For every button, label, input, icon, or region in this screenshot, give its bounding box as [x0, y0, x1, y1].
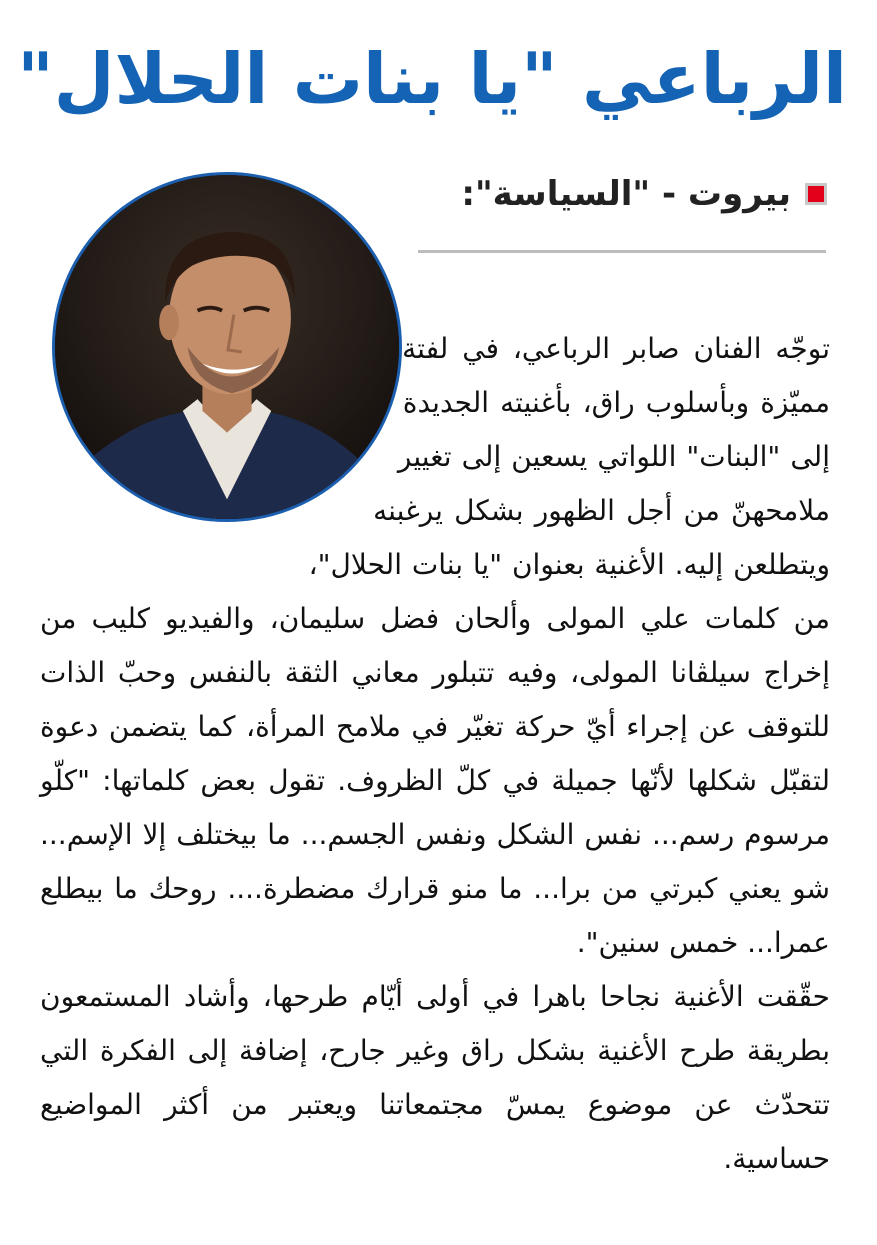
article-body: [40, 322, 830, 1186]
paragraph-1: توجّه الفنان صابر الرباعي، في لفتة مميّزة وبأسلوب راق، بأغنيته الجديدة إلى "البنات" اللواتي يسعين إلى تغيير ملامحهنّ من أجل الظهور بشكل يرغبنه ويتطلعن إليه. الأغنية بعنوان "يا بنات الحلال"، من كلمات علي المولى وألحان فضل سليمان، والفيديو كليب من إخراج سيلڤانا المولى، وفيه تتبلور معاني الثقة بالنفس وحبّ الذات للتوقف عن إجراء أيّ حركة تغيّر في ملامح المرأة، كما يتضمن دعوة لتقبّل شكلها لأنّها جميلة في كلّ الظروف. تقول بعض كلماتها: "كلّو مرسوم رسم... نفس الشكل ونفس الجسم... ما بيختلف إلا الإسم... شو يعني كبرتي من برا... ما منو قرارك مضطرة.... روحك ما بيطلع عمرا... خمس سنين".: [40, 332, 830, 959]
byline-text: بيروت - "السياسة":: [461, 174, 791, 214]
divider: [418, 250, 826, 253]
byline: [427, 166, 827, 222]
red-square-icon: [805, 183, 827, 205]
paragraph-2: حقّقت الأغنية نجاحا باهرا في أولى أيّام طرحها، وأشاد المستمعون بطريقة طرح الأغنية بشكل راق وغير جارح، إضافة إلى الفكرة التي تتحدّث عن موضوع يمسّ مجتمعاتنا ويعتبر من أكثر المواضيع حساسية.: [40, 980, 830, 1175]
headline: الرباعي "يا بنات الحلال": [17, 38, 847, 120]
